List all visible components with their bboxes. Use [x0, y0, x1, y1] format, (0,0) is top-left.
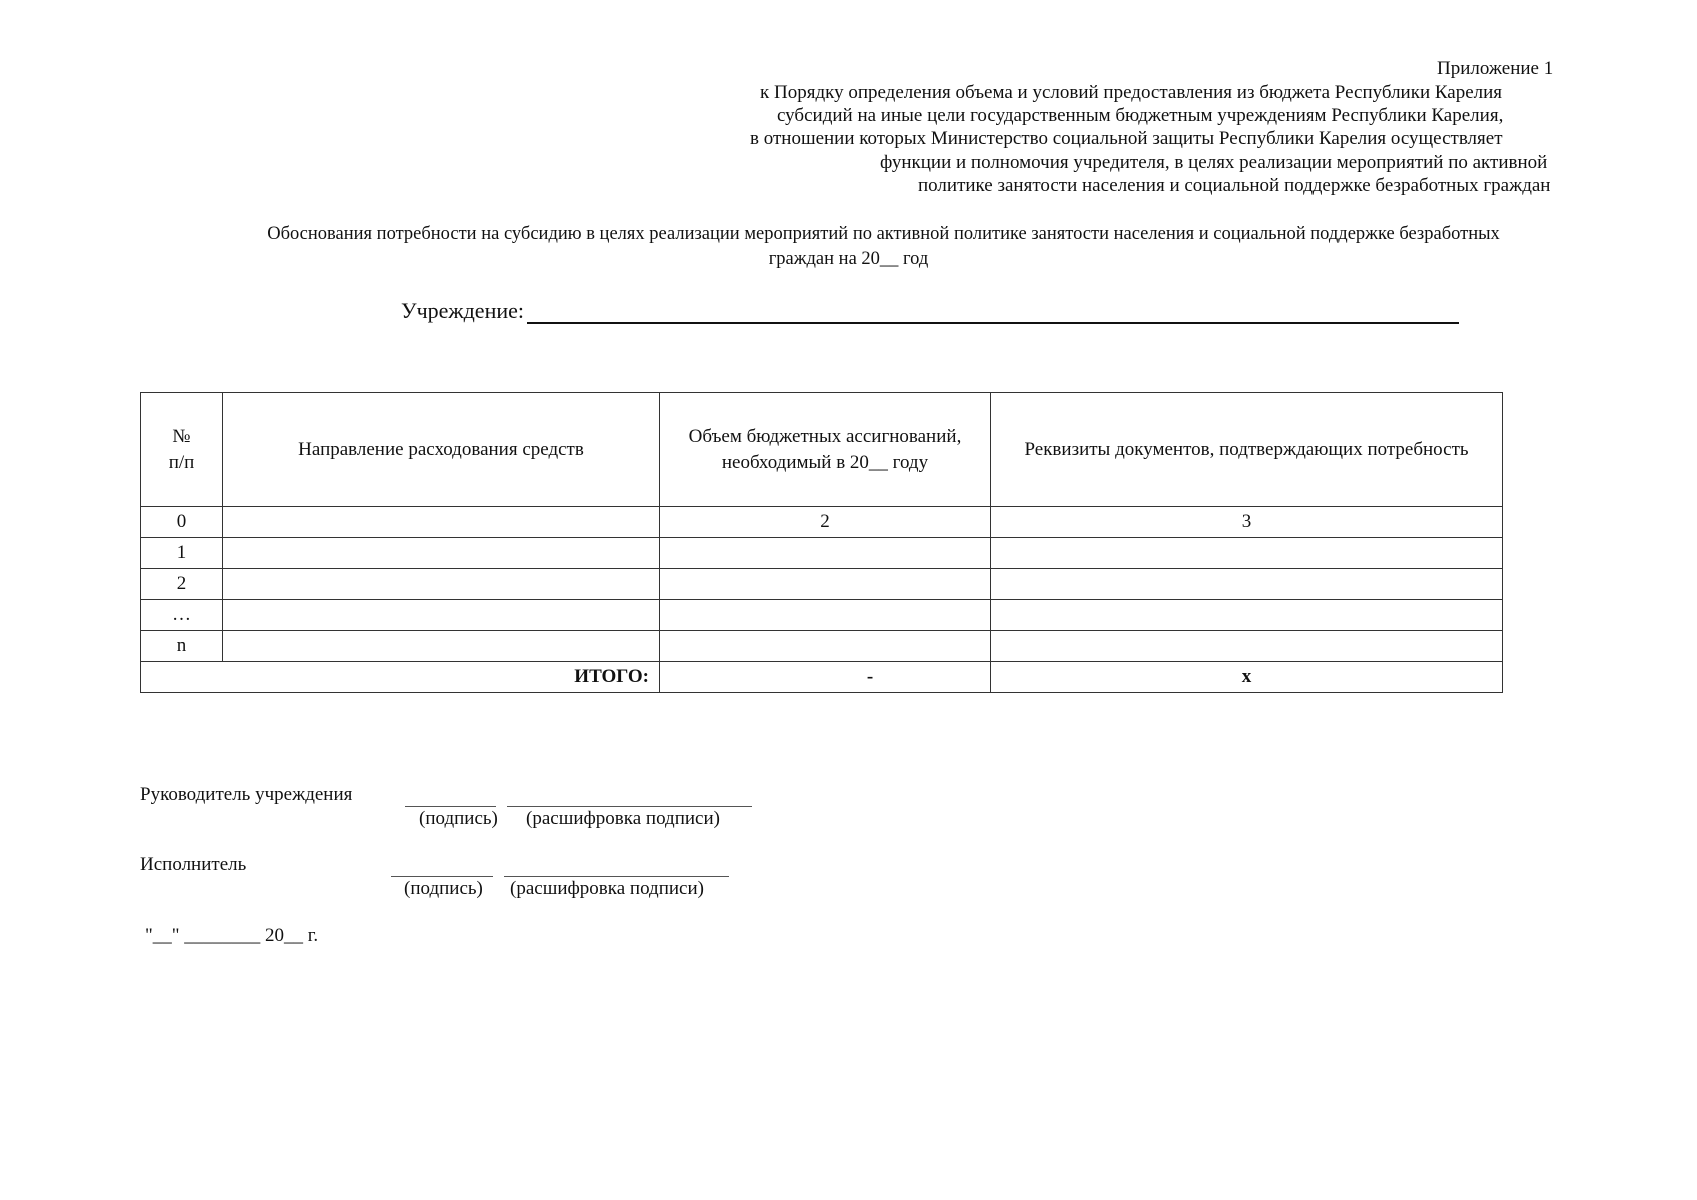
header-requisites: Реквизиты документов, подтверждающих потребность — [991, 393, 1503, 507]
cell-number: … — [141, 600, 223, 631]
cell-requisites[interactable] — [991, 631, 1503, 662]
cell-requisites[interactable] — [991, 600, 1503, 631]
cell-direction[interactable] — [223, 538, 660, 569]
header-volume-line2: необходимый в 20__ году — [721, 451, 929, 473]
executor-signature-caption: (подпись) — [404, 878, 483, 899]
document-title-line-1: Обоснования потребности на субсидию в целях реализации мероприятий по активной политике занятости населения и социальной поддержке безработных — [267, 224, 1500, 244]
total-volume[interactable]: - — [660, 662, 991, 693]
header-volume — [660, 393, 991, 507]
cell-volume[interactable] — [660, 631, 991, 662]
cell-direction[interactable] — [223, 631, 660, 662]
cell-volume[interactable] — [660, 538, 991, 569]
appendix-line-3: в отношении которых Министерство социальной защиты Республики Карелия осуществляет — [750, 128, 1503, 149]
cell-number: n — [141, 631, 223, 662]
date-line[interactable]: "__" ________ 20__ г. — [145, 925, 319, 946]
total-requisites: х — [991, 662, 1503, 693]
table-header-row — [141, 393, 1503, 507]
institution-input-line[interactable] — [527, 322, 1459, 324]
cell-requisites[interactable]: 3 — [991, 507, 1503, 538]
table-row — [141, 569, 1503, 600]
appendix-line-1: к Порядку определения объема и условий предоставления из бюджета Республики Карелия — [760, 82, 1503, 103]
appendix-number: Приложение 1 — [1437, 58, 1554, 79]
cell-volume[interactable] — [660, 600, 991, 631]
table-total-row — [141, 662, 1503, 693]
subsidy-table — [140, 392, 1503, 693]
head-decode-caption: (расшифровка подписи) — [526, 808, 720, 829]
cell-number: 1 — [141, 538, 223, 569]
cell-number: 0 — [141, 507, 223, 538]
total-label: ИТОГО: — [141, 662, 660, 693]
table-row — [141, 631, 1503, 662]
table-row — [141, 507, 1503, 538]
appendix-line-5: политике занятости населения и социальной поддержке безработных граждан — [918, 175, 1551, 196]
appendix-line-2: субсидий на иные цели государственным бюджетным учреждениям Республики Карелия, — [777, 105, 1504, 126]
head-label: Руководитель учреждения — [140, 784, 353, 805]
cell-number: 2 — [141, 569, 223, 600]
document-title-line-2: граждан на 20__ год — [768, 249, 929, 269]
table-row — [141, 538, 1503, 569]
executor-decode-caption: (расшифровка подписи) — [510, 878, 704, 899]
cell-volume[interactable] — [660, 569, 991, 600]
cell-direction[interactable] — [223, 507, 660, 538]
cell-direction[interactable] — [223, 600, 660, 631]
table-row — [141, 600, 1503, 631]
header-volume-line1: Объем бюджетных ассигнований, — [688, 425, 962, 447]
cell-requisites[interactable] — [991, 538, 1503, 569]
header-number — [141, 393, 223, 507]
cell-direction[interactable] — [223, 569, 660, 600]
header-number-line2: п/п — [168, 451, 195, 473]
appendix-line-4: функции и полномочия учредителя, в целях реализации мероприятий по активной — [880, 152, 1548, 173]
cell-requisites[interactable] — [991, 569, 1503, 600]
cell-volume[interactable]: 2 — [660, 507, 991, 538]
institution-label: Учреждение: — [401, 298, 524, 323]
header-number-line1: № — [172, 425, 191, 447]
executor-label: Исполнитель — [140, 854, 247, 875]
header-direction: Направление расходования средств — [223, 393, 660, 507]
head-signature-caption: (подпись) — [419, 808, 498, 829]
